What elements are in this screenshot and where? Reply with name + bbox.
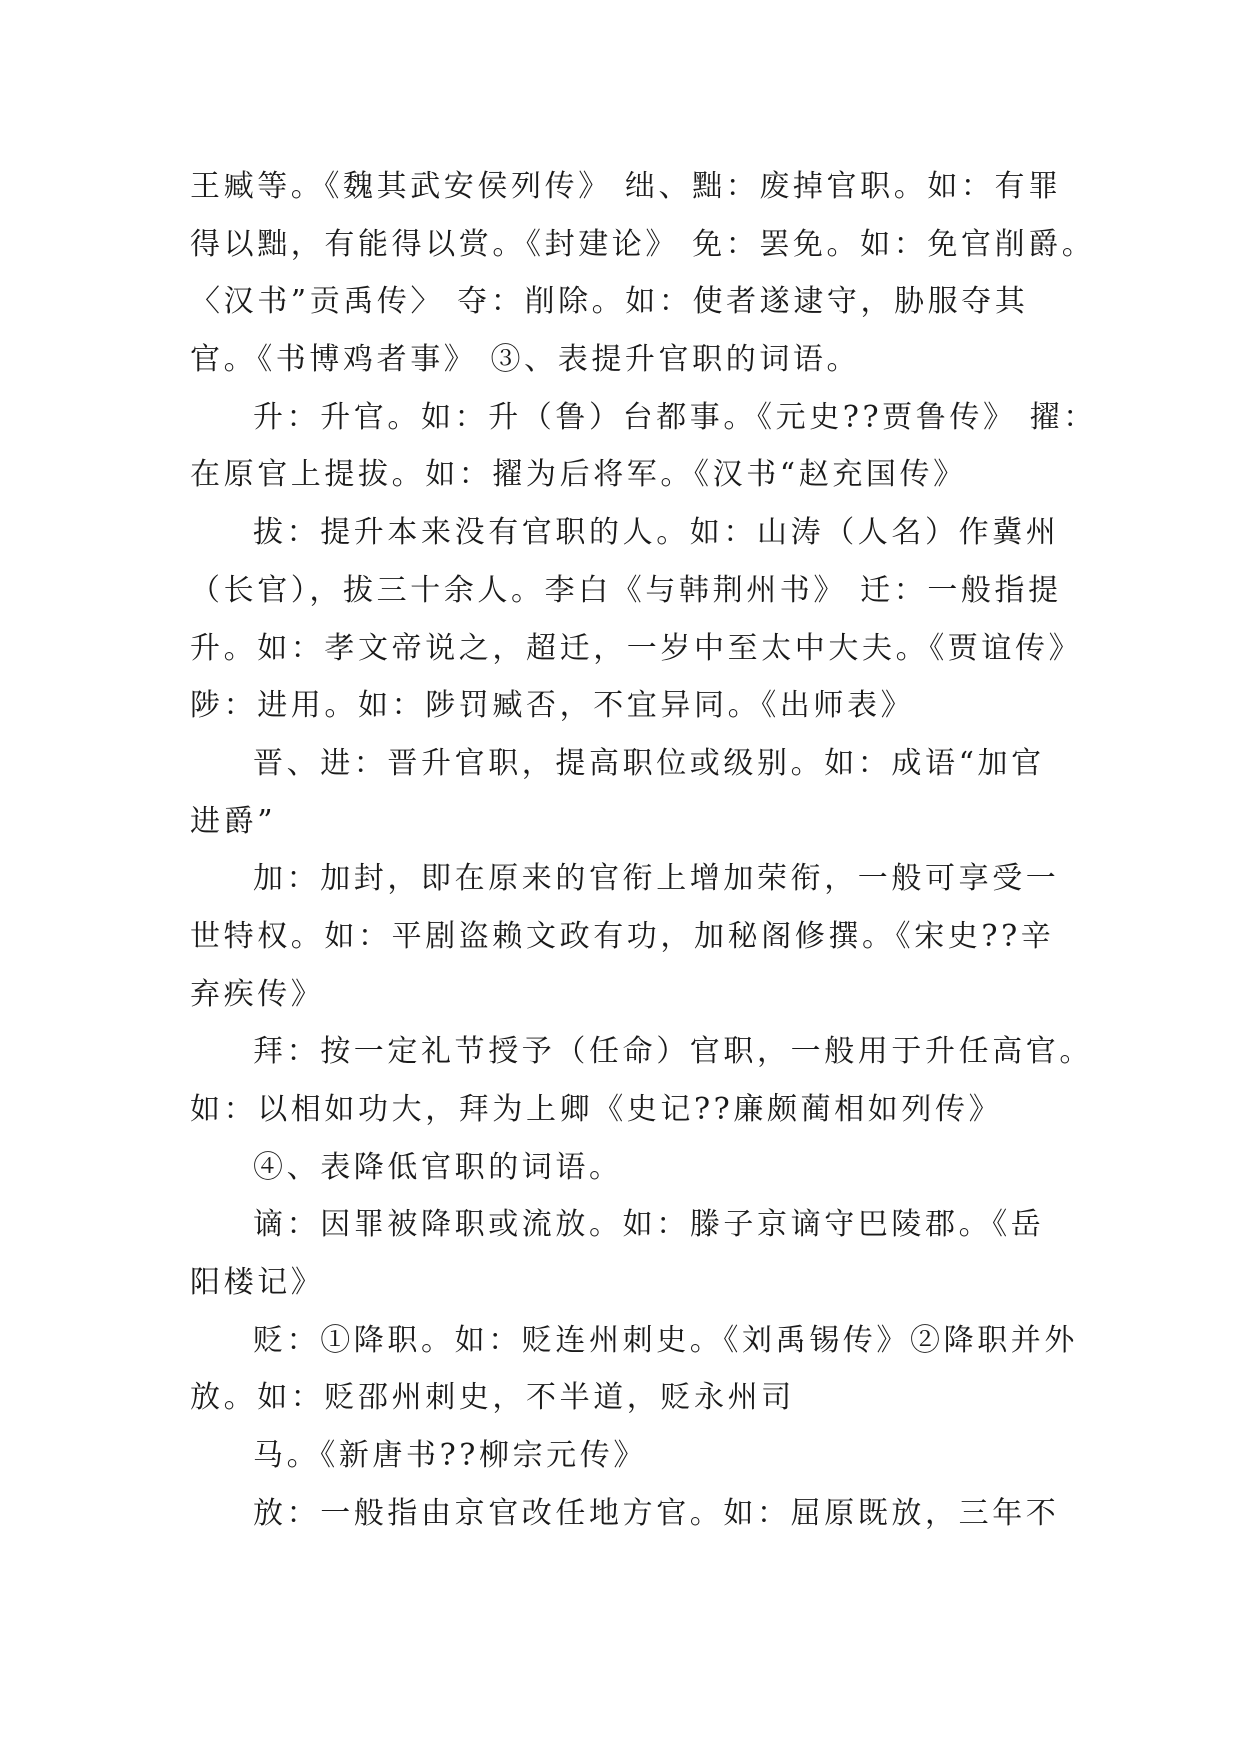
text-line: 王臧等。《魏其武安侯列传》 绌、黜：废掉官职。如：有罪 — [190, 169, 1062, 204]
text-line: 放。如：贬邵州刺史，不半道，贬永州司 — [190, 1380, 795, 1416]
text-line: 得以黜，有能得以赏。《封建论》 免：罢免。如：免官削爵。 — [190, 226, 1096, 262]
text-line: 在原官上提拔。如：擢为后将军。《汉书“赵充国传》 — [190, 457, 967, 493]
text-line: 官。《书博鸡者事》 ③、表提升官职的词语。 — [190, 342, 861, 378]
text-line: 〈汉书”贡禹传〉 夺：削除。如：使者遂逮守，胁服夺其 — [190, 284, 1029, 320]
text-line: 放：一般指由京官改任地方官。如：屈原既放，三年不 — [253, 1495, 1060, 1531]
text-line: 拜：按一定礼节授予（任命）官职，一般用于升任高官。 — [253, 1034, 1093, 1070]
text-line: ④、表降低官职的词语。 — [253, 1149, 623, 1185]
text-line: 马。《新唐书??柳宗元传》 — [253, 1438, 647, 1474]
text-line: 晋、进：晋升官职，提高职位或级别。如：成语“加官 — [253, 745, 1045, 781]
text-line: 弃疾传》 — [190, 976, 325, 1012]
text-line: 贬：①降职。如：贬连州刺史。《刘禹锡传》②降职并外 — [253, 1322, 1078, 1358]
text-line: 世特权。如：平剧盗赖文政有功，加秘阁修撰。《宋史??辛 — [190, 918, 1055, 954]
document-body — [190, 158, 1097, 1543]
text-line: 如：以相如功大，拜为上卿《史记??廉颇蔺相如列传》 — [190, 1092, 1003, 1127]
text-line: 谪：因罪被降职或流放。如：滕子京谪守巴陵郡。《岳 — [253, 1207, 1045, 1243]
text-line: （长官），拔三十余人。李白《与韩荆州书》 迁：一般指提 — [190, 572, 1062, 608]
text-line: 升：升官。如：升（鲁）台都事。《元史??贾鲁传》 擢： — [253, 399, 1097, 435]
text-line: 阳楼记》 — [190, 1265, 325, 1301]
text-line: 陟：进用。如：陟罚臧否，不宜异同。《出师表》 — [190, 688, 915, 724]
text-line: 进爵” — [190, 803, 277, 839]
text-line: 拔：提升本来没有官职的人。如：山涛（人名）作冀州 — [253, 515, 1060, 551]
text-line: 加：加封，即在原来的官衔上增加荣衔，一般可享受一 — [253, 861, 1060, 897]
text-line: 升。如：孝文帝说之，超迁，一岁中至太中大夫。《贾谊传》 — [190, 630, 1083, 666]
